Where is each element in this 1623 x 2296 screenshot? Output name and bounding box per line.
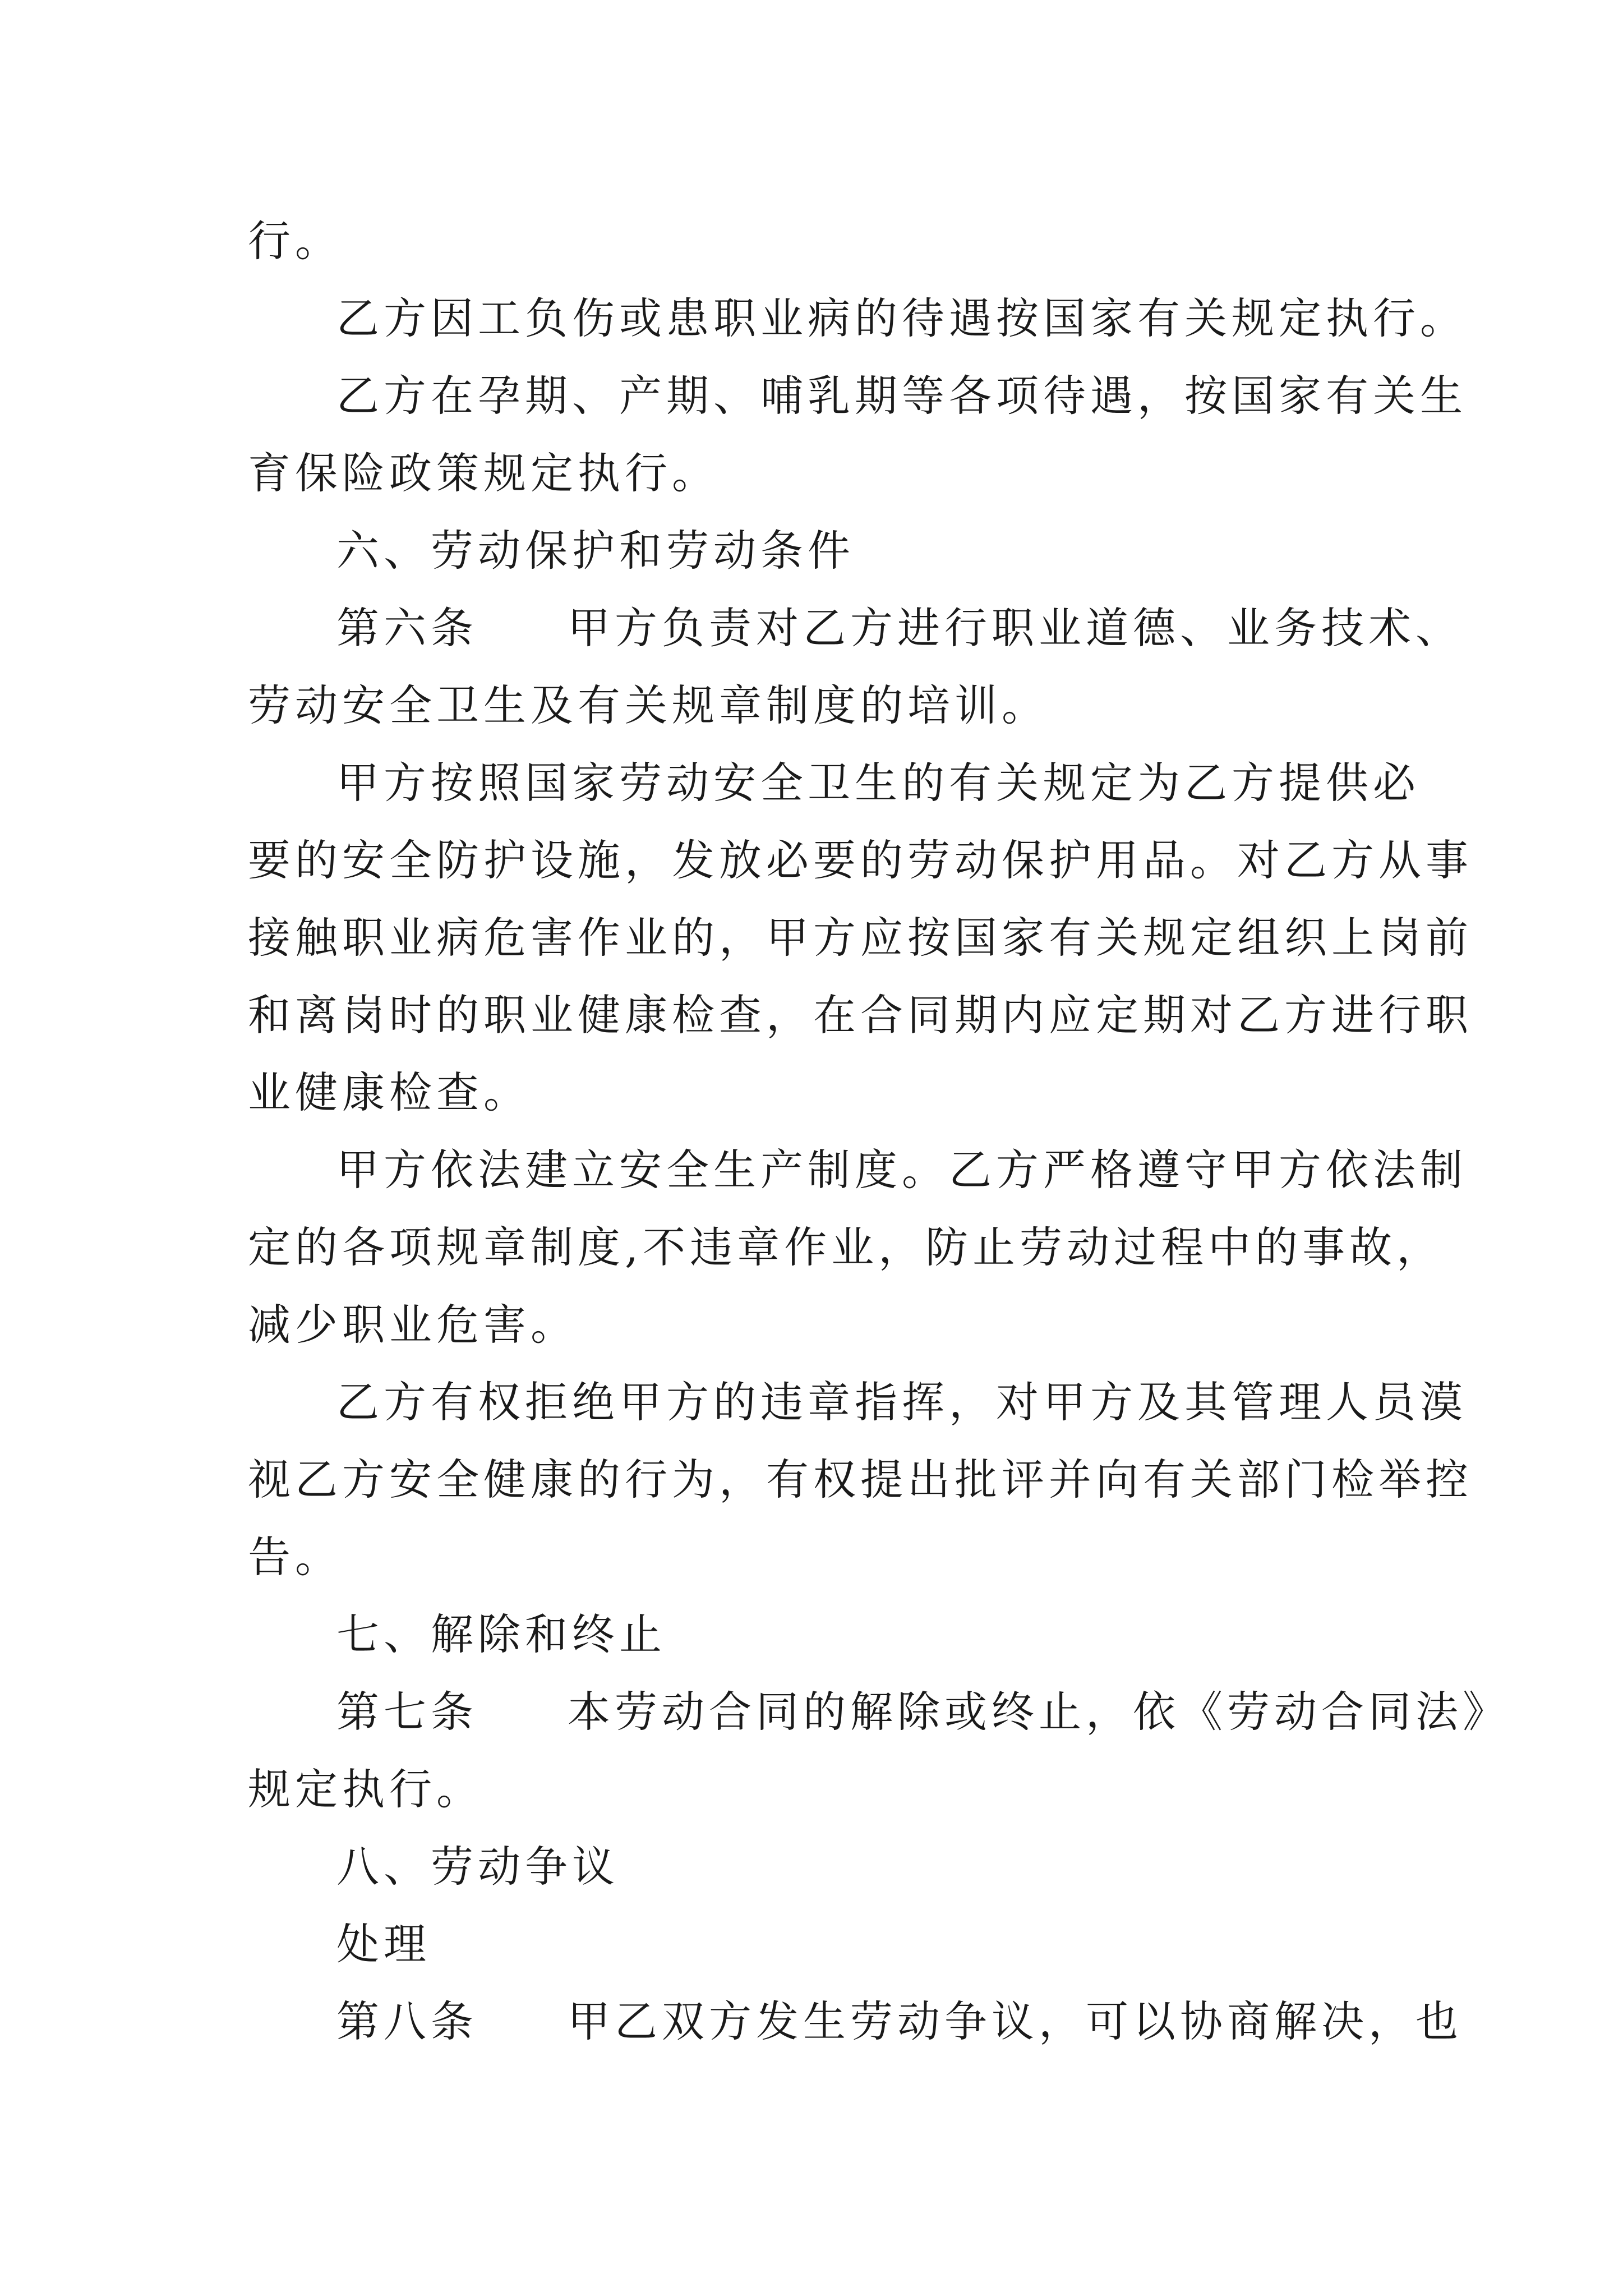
article-number: 第八条: [336, 1996, 478, 2046]
text-line: 育保险政策规定执行。: [248, 448, 719, 498]
text-line: 规定执行。: [248, 1764, 483, 1814]
text-line: 减少职业危害。: [248, 1300, 578, 1350]
text-line: 业健康检查。: [248, 1068, 531, 1117]
text-line: 定的各项规章制度,不违章作业，防止劳动过程中的事故，: [248, 1222, 1444, 1272]
section-heading: 七、解除和终止: [336, 1609, 666, 1659]
section-heading: 处理: [336, 1919, 431, 1969]
text-line: 视乙方安全健康的行为，有权提出批评并向有关部门检举控: [248, 1455, 1473, 1504]
text-line: 乙方在孕期、产期、哺乳期等各项待遇，按国家有关生: [336, 371, 1467, 421]
article-text: 甲方负责对乙方进行职业道德、业务技术、: [568, 603, 1463, 653]
article-line: [336, 1994, 1463, 2050]
section-heading: 八、劳动争议: [336, 1842, 619, 1892]
text-line: 告。: [248, 1532, 342, 1582]
text-line: 甲方依法建立安全生产制度。乙方严格遵守甲方依法制: [336, 1145, 1467, 1195]
text-line: 接触职业病危害作业的，甲方应按国家有关规定组织上岗前: [248, 913, 1473, 963]
text-line: 和离岗时的职业健康检查，在合同期内应定期对乙方进行职: [248, 990, 1473, 1040]
article-line: [336, 1684, 1510, 1740]
text-line: 行。: [248, 216, 342, 266]
section-heading: 六、劳动保护和劳动条件: [336, 526, 855, 576]
text-line: 甲方按照国家劳动安全卫生的有关规定为乙方提供必: [336, 758, 1420, 808]
text-line: 乙方因工负伤或患职业病的待遇按国家有关规定执行。: [336, 293, 1467, 343]
text-line: 劳动安全卫生及有关规章制度的培训。: [248, 680, 1049, 730]
text-line: 乙方有权拒绝甲方的违章指挥，对甲方及其管理人员漠: [336, 1377, 1467, 1427]
text-line: 要的安全防护设施，发放必要的劳动保护用品。对乙方从事: [248, 835, 1473, 885]
article-line: [336, 600, 1463, 656]
article-text: 甲乙双方发生劳动争议，可以协商解决，也: [568, 1996, 1463, 2046]
article-number: 第七条: [336, 1687, 478, 1737]
article-text: 本劳动合同的解除或终止，依《劳动合同法》: [568, 1687, 1510, 1737]
article-number: 第六条: [336, 603, 478, 653]
